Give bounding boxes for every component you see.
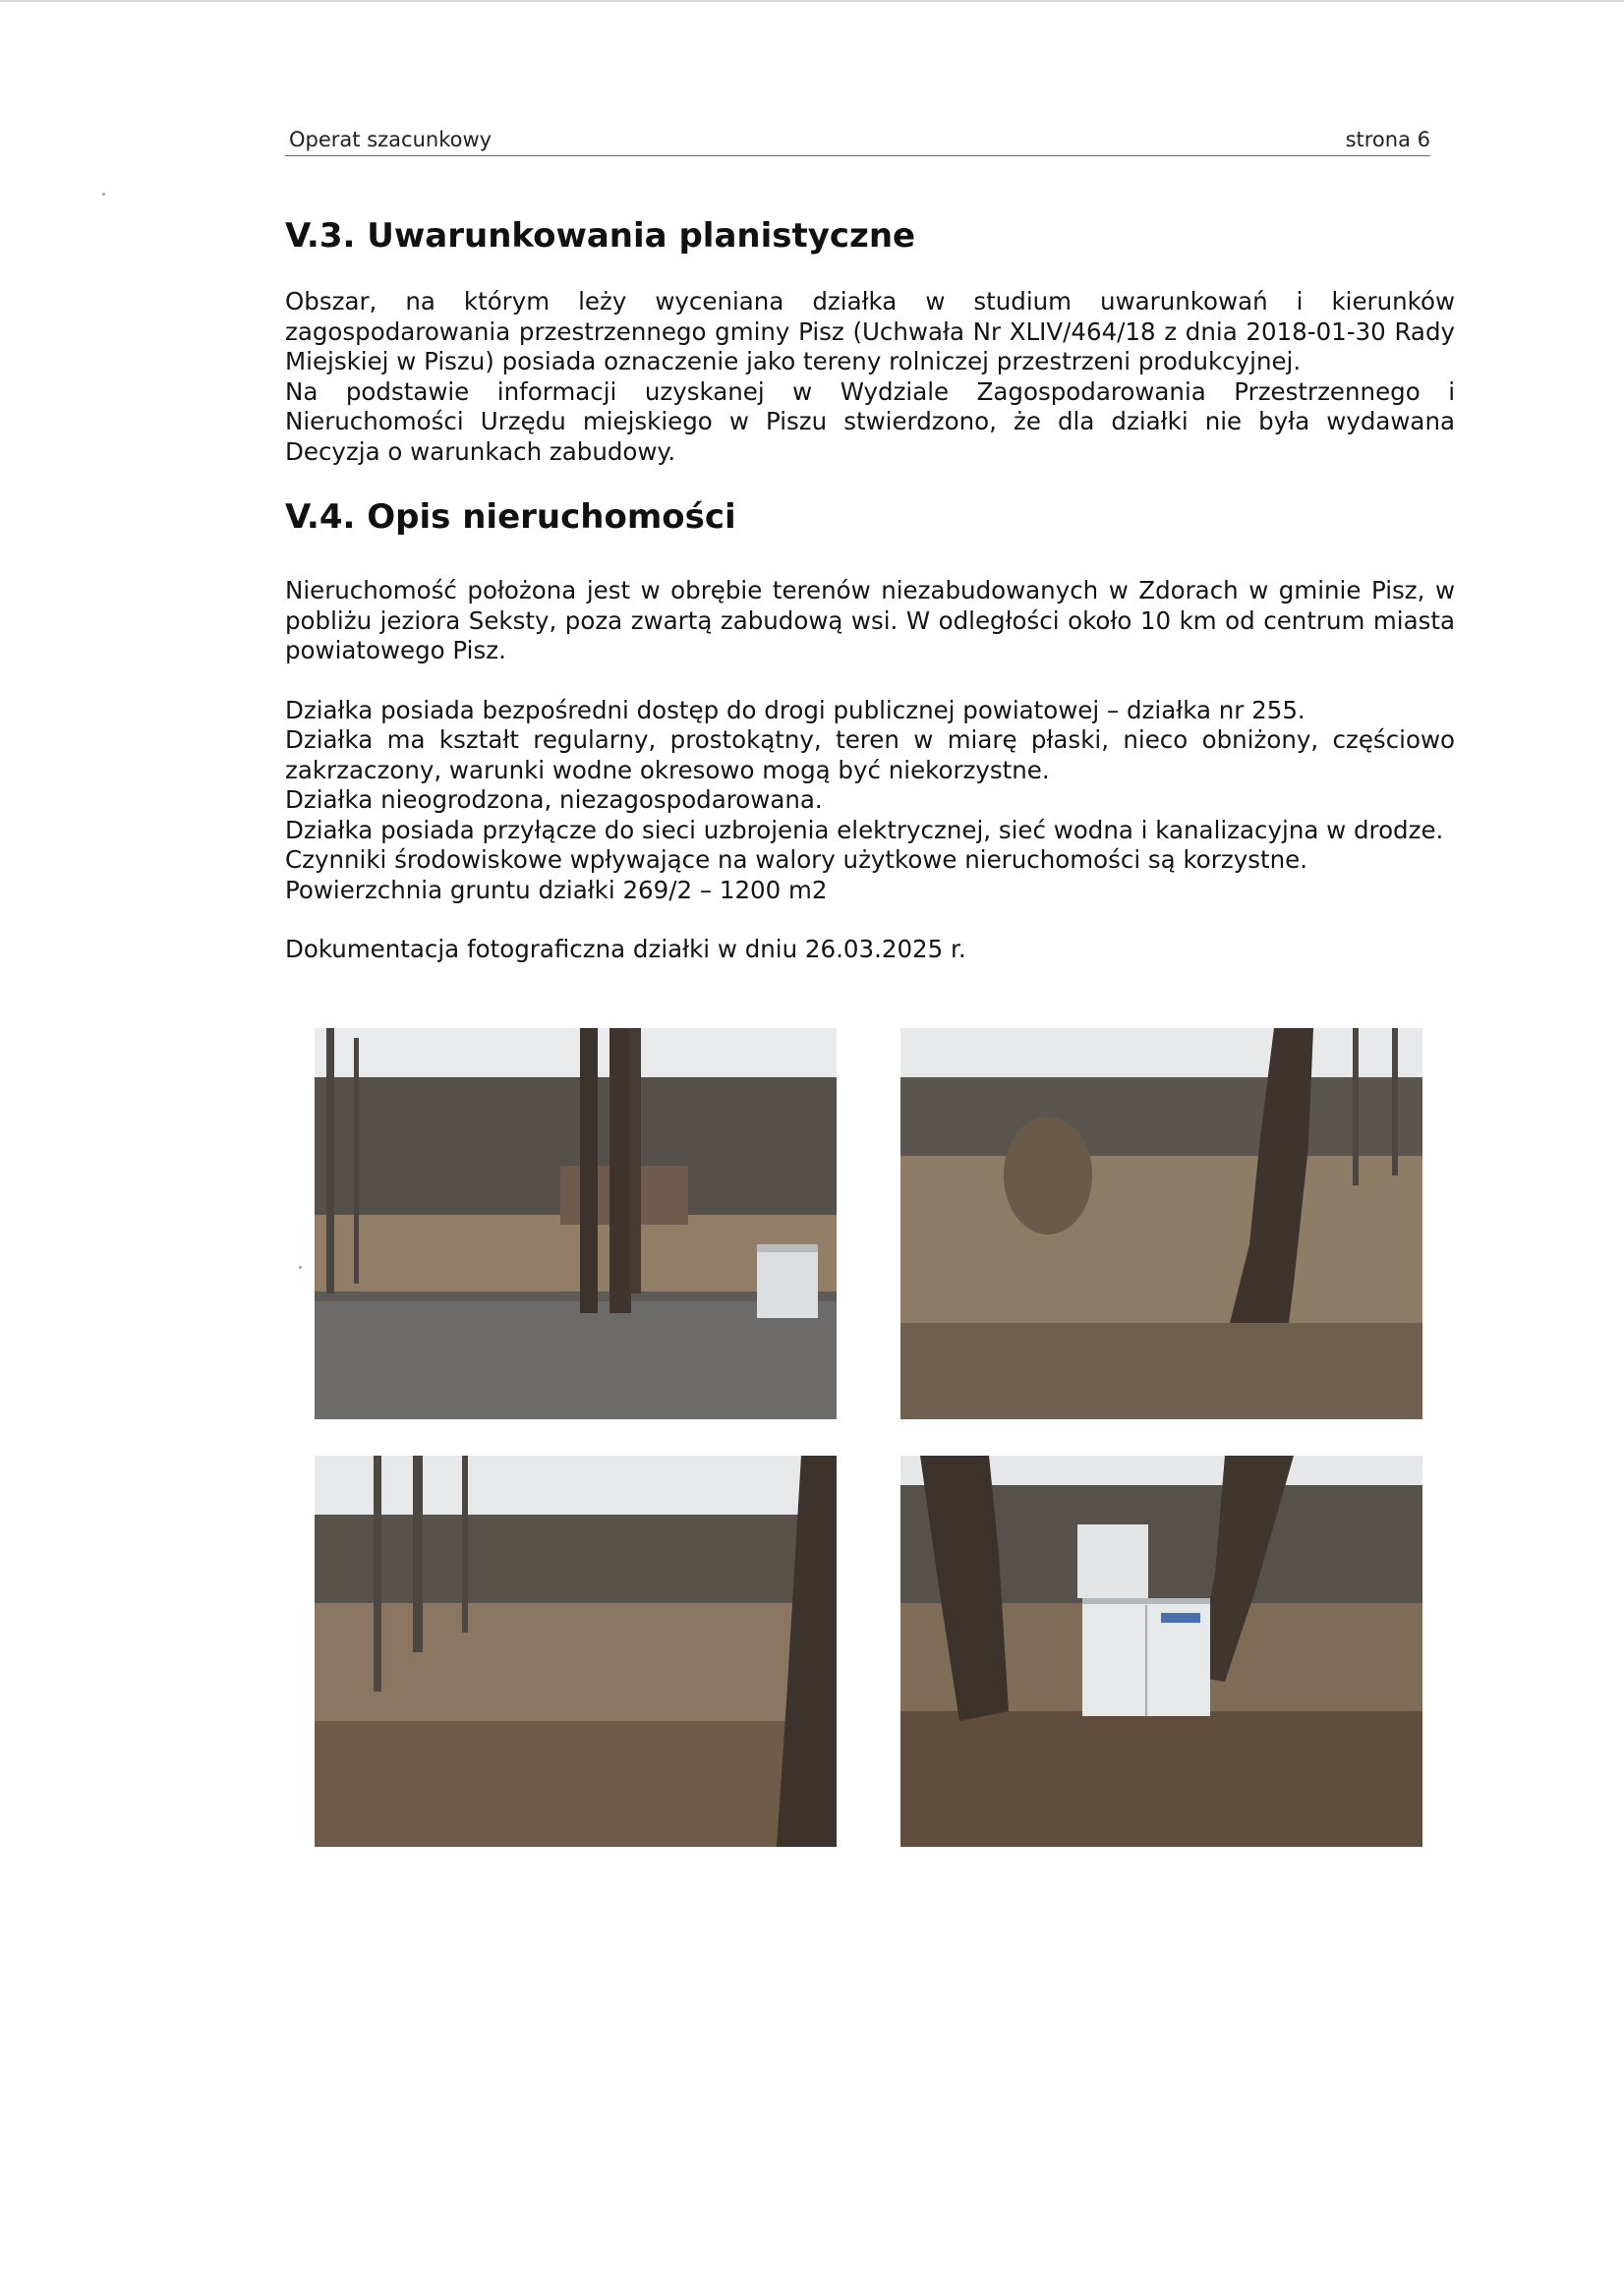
v4-line-utilities: Działka posiada przyłącze do sieci uzbrojenia elektrycznej, sieć wodna i kanalizacyjna w drodze. (285, 815, 1444, 844)
page-number: strona 6 (1345, 128, 1430, 151)
scan-speck (299, 1266, 302, 1269)
heading-v3: V.3. Uwarunkowania planistyczne (285, 216, 916, 256)
v4-line-fence: Działka nieogrodzona, niezagospodarowana. (285, 785, 823, 814)
photo-utility-cabinets (900, 1456, 1422, 1847)
header-title: Operat szacunkowy (289, 128, 493, 151)
v3-paragraph-1: Obszar, na którym leży wyceniana działka w studium uwarunkowań i kierunków zagospodarowania przestrzennego gminy Pisz (Uchwała Nr XLIV/464/18 z dnia 2018-01-30 Rady Miejskiej w Piszu) posiada oznaczenie jako tereny rolniczej przestrzeni produkcyjnej. (285, 287, 1455, 375)
photo-thicket (315, 1456, 837, 1847)
heading-v4: V.4. Opis nieruchomości (285, 497, 736, 537)
photo-caption: Dokumentacja fotograficzna działki w dniu 26.03.2025 r. (285, 935, 966, 963)
scan-edge (0, 0, 1624, 2)
photo-meadow-tree (900, 1028, 1422, 1419)
v4-line-area: Powierzchnia gruntu działki 269/2 – 1200 m2 (285, 875, 828, 904)
v4-line-access: Działka posiada bezpośredni dostęp do drogi publicznej powiatowej – działka nr 255. (285, 695, 1305, 724)
v4-paragraph-1: Nieruchomość położona jest w obrębie terenów niezabudowanych w Zdorach w gminie Pisz, w pobliżu jeziora Seksty, poza zwartą zabudową wsi. W odległości około 10 km od centrum miasta powiatowego Pisz. (285, 576, 1455, 664)
photo-road-field (315, 1028, 837, 1419)
v4-line-shape: Działka ma kształt regularny, prostokątny, teren w miarę płaski, nieco obniżony, częściowo zakrzaczony, warunki wodne okresowo mogą być niekorzystne. (285, 725, 1455, 784)
v3-paragraph-2: Na podstawie informacji uzyskanej w Wydziale Zagospodarowania Przestrzennego i Nieruchomości Urzędu miejskiego w Piszu stwierdzono, że dla działki nie była wydawana Decyzja o warunkach zabudowy. (285, 376, 1455, 466)
section-v3-body (285, 287, 1455, 467)
page-header (285, 126, 1430, 156)
v4-line-environment: Czynniki środowiskowe wpływające na walory użytkowe nieruchomości są korzystne. (285, 845, 1307, 874)
scan-speck (102, 193, 105, 196)
section-v4-body (285, 576, 1455, 965)
